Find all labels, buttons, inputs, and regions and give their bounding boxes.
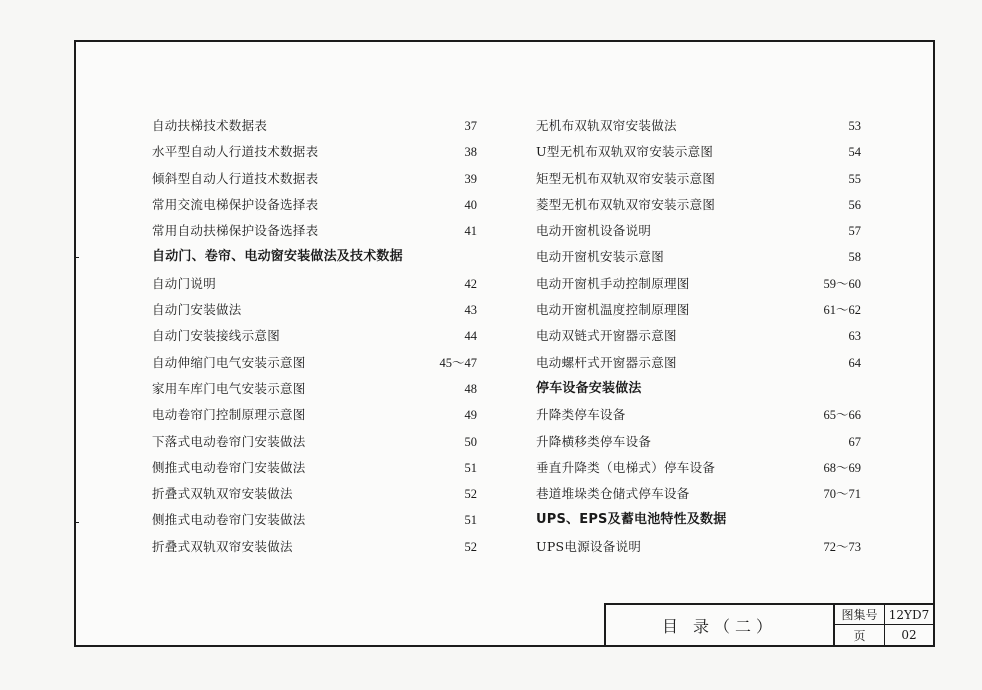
toc-entry-page: 72～73 (823, 539, 861, 554)
toc-entry-page: 38 (464, 145, 477, 160)
toc-entry (536, 271, 861, 297)
toc-entry (536, 429, 861, 455)
toc-entry-page: 52 (464, 487, 477, 502)
toc-entry-title: 巷道堆垛类仓储式停车设备 (536, 486, 690, 502)
toc-entry-title: 矩型无机布双轨双帘安装示意图 (536, 170, 716, 186)
toc-entry (536, 350, 861, 376)
toc-section-heading (536, 376, 861, 402)
toc-entry (152, 534, 477, 560)
toc-right-column (536, 113, 861, 560)
toc-entry-page: 59～60 (823, 276, 861, 291)
toc-entry-page: 65～66 (823, 408, 861, 423)
toc-entry-page: 61～62 (823, 303, 861, 318)
toc-entry (536, 323, 861, 349)
toc-entry (536, 244, 861, 270)
toc-entry (152, 271, 477, 297)
drawing-sheet (74, 40, 935, 647)
toc-entry-page: 56 (848, 197, 861, 212)
toc-entry-page: 39 (464, 171, 477, 186)
toc-section-heading (152, 244, 477, 270)
toc-entry-title: 升降类停车设备 (536, 407, 626, 423)
toc-entry-title: U型无机布双轨双帘安装示意图 (536, 144, 714, 160)
toc-left-column (152, 113, 477, 560)
margin-tick (74, 257, 79, 258)
page-label: 页 (835, 625, 885, 645)
toc-entry (152, 481, 477, 507)
toc-entry-page: 55 (848, 171, 861, 186)
toc-entry-title: 折叠式双轨双帘安装做法 (152, 538, 293, 554)
toc-entry-title: 电动双链式开窗器示意图 (536, 328, 677, 344)
toc-entry (152, 297, 477, 323)
atlas-number: 12YD7 (885, 605, 933, 625)
toc-entry-title: 升降横移类停车设备 (536, 433, 652, 449)
toc-entry-title: 停车设备安装做法 (536, 380, 642, 396)
toc-entry (536, 297, 861, 323)
toc-entry (152, 429, 477, 455)
toc-entry-title: 菱型无机布双轨双帘安装示意图 (536, 196, 716, 212)
toc-entry-page: 40 (464, 197, 477, 212)
toc-entry-title: 倾斜型自动人行道技术数据表 (152, 170, 319, 186)
toc-entry (152, 166, 477, 192)
toc-entry (152, 323, 477, 349)
toc-entry (536, 402, 861, 428)
toc-entry-page: 51 (464, 513, 477, 528)
toc-entry (152, 350, 477, 376)
toc-entry-page: 58 (848, 250, 861, 265)
toc-entry-title: 自动门说明 (152, 275, 217, 291)
toc-entry-title: 自动门安装做法 (152, 302, 242, 318)
toc-entry-title: 折叠式双轨双帘安装做法 (152, 486, 293, 502)
toc-entry (152, 455, 477, 481)
toc-entry-title: 无机布双轨双帘安装做法 (536, 118, 677, 133)
toc-entry-title: 常用交流电梯保护设备选择表 (152, 196, 319, 212)
toc-entry-page: 44 (464, 329, 477, 344)
toc-entry-title: 侧推式电动卷帘门安装做法 (152, 459, 306, 475)
toc-entry-title: 电动开窗机温度控制原理图 (536, 302, 690, 318)
toc-entry-title: 下落式电动卷帘门安装做法 (152, 433, 306, 449)
toc-entry-title: 水平型自动人行道技术数据表 (152, 144, 319, 160)
toc-entry-title: 垂直升降类（电梯式）停车设备 (536, 459, 716, 475)
toc-entry (152, 218, 477, 244)
document-title: 目 录（二） (606, 605, 835, 645)
toc-entry-page: 37 (464, 119, 477, 133)
toc-entry (536, 218, 861, 244)
page-number: 02 (901, 628, 917, 642)
toc-entry-page: 42 (464, 276, 477, 291)
toc-entry (536, 166, 861, 192)
toc-entry-title: 电动卷帘门控制原理示意图 (152, 407, 306, 423)
toc-entry (152, 507, 477, 533)
title-block-grid (835, 605, 933, 645)
toc-entry-title: 自动扶梯技术数据表 (152, 118, 268, 133)
toc-entry (536, 455, 861, 481)
toc-entry-title: 电动开窗机安装示意图 (536, 249, 665, 265)
toc-entry (536, 534, 861, 560)
toc-entry-title: 自动门、卷帘、电动窗安装做法及技术数据 (152, 249, 403, 265)
toc-entry (536, 139, 861, 165)
toc-entry-page: 51 (464, 460, 477, 475)
toc-entry-page: 57 (848, 224, 861, 239)
toc-entry (536, 113, 861, 139)
toc-entry-title: 自动伸缩门电气安装示意图 (152, 354, 306, 370)
toc-entry-page: 64 (848, 355, 861, 370)
toc-entry (152, 192, 477, 218)
toc-entry-page: 45～47 (439, 355, 477, 370)
toc-entry-page: 43 (464, 303, 477, 318)
toc-entry-page: 41 (464, 224, 477, 239)
toc-entry (152, 139, 477, 165)
atlas-number-label: 图集号 (835, 605, 885, 625)
toc-entry (152, 113, 477, 139)
toc-entry-title: UPS、EPS及蓄电池特性及数据 (536, 512, 727, 528)
title-block (604, 603, 935, 647)
toc-entry-page: 52 (464, 539, 477, 554)
toc-entry-page: 54 (848, 145, 861, 160)
toc-entry-page: 67 (848, 434, 861, 449)
toc-entry-title: 侧推式电动卷帘门安装做法 (152, 512, 306, 528)
toc-entry-page: 48 (464, 381, 477, 396)
toc-entry-page: 68～69 (823, 460, 861, 475)
toc-entry-title: 电动开窗机设备说明 (536, 223, 652, 239)
toc-entry-page: 70～71 (823, 487, 861, 502)
toc-entry-title: 常用自动扶梯保护设备选择表 (152, 223, 319, 239)
margin-tick (74, 522, 79, 523)
toc-entry-title: UPS电源设备说明 (536, 538, 642, 554)
toc-entry-title: 家用车库门电气安装示意图 (152, 380, 306, 396)
toc-entry-title: 自动门安装接线示意图 (152, 328, 281, 344)
toc-entry (536, 481, 861, 507)
toc-entry-page: 49 (464, 408, 477, 423)
toc-entry-page: 50 (464, 434, 477, 449)
toc-entry-title: 电动螺杆式开窗器示意图 (536, 354, 677, 370)
toc-section-heading (536, 507, 861, 533)
toc-entry (152, 376, 477, 402)
toc-entry (152, 402, 477, 428)
toc-entry-page: 53 (848, 119, 861, 133)
toc-entry (536, 192, 861, 218)
toc-entry-title: 电动开窗机手动控制原理图 (536, 275, 690, 291)
toc-entry-page: 63 (848, 329, 861, 344)
